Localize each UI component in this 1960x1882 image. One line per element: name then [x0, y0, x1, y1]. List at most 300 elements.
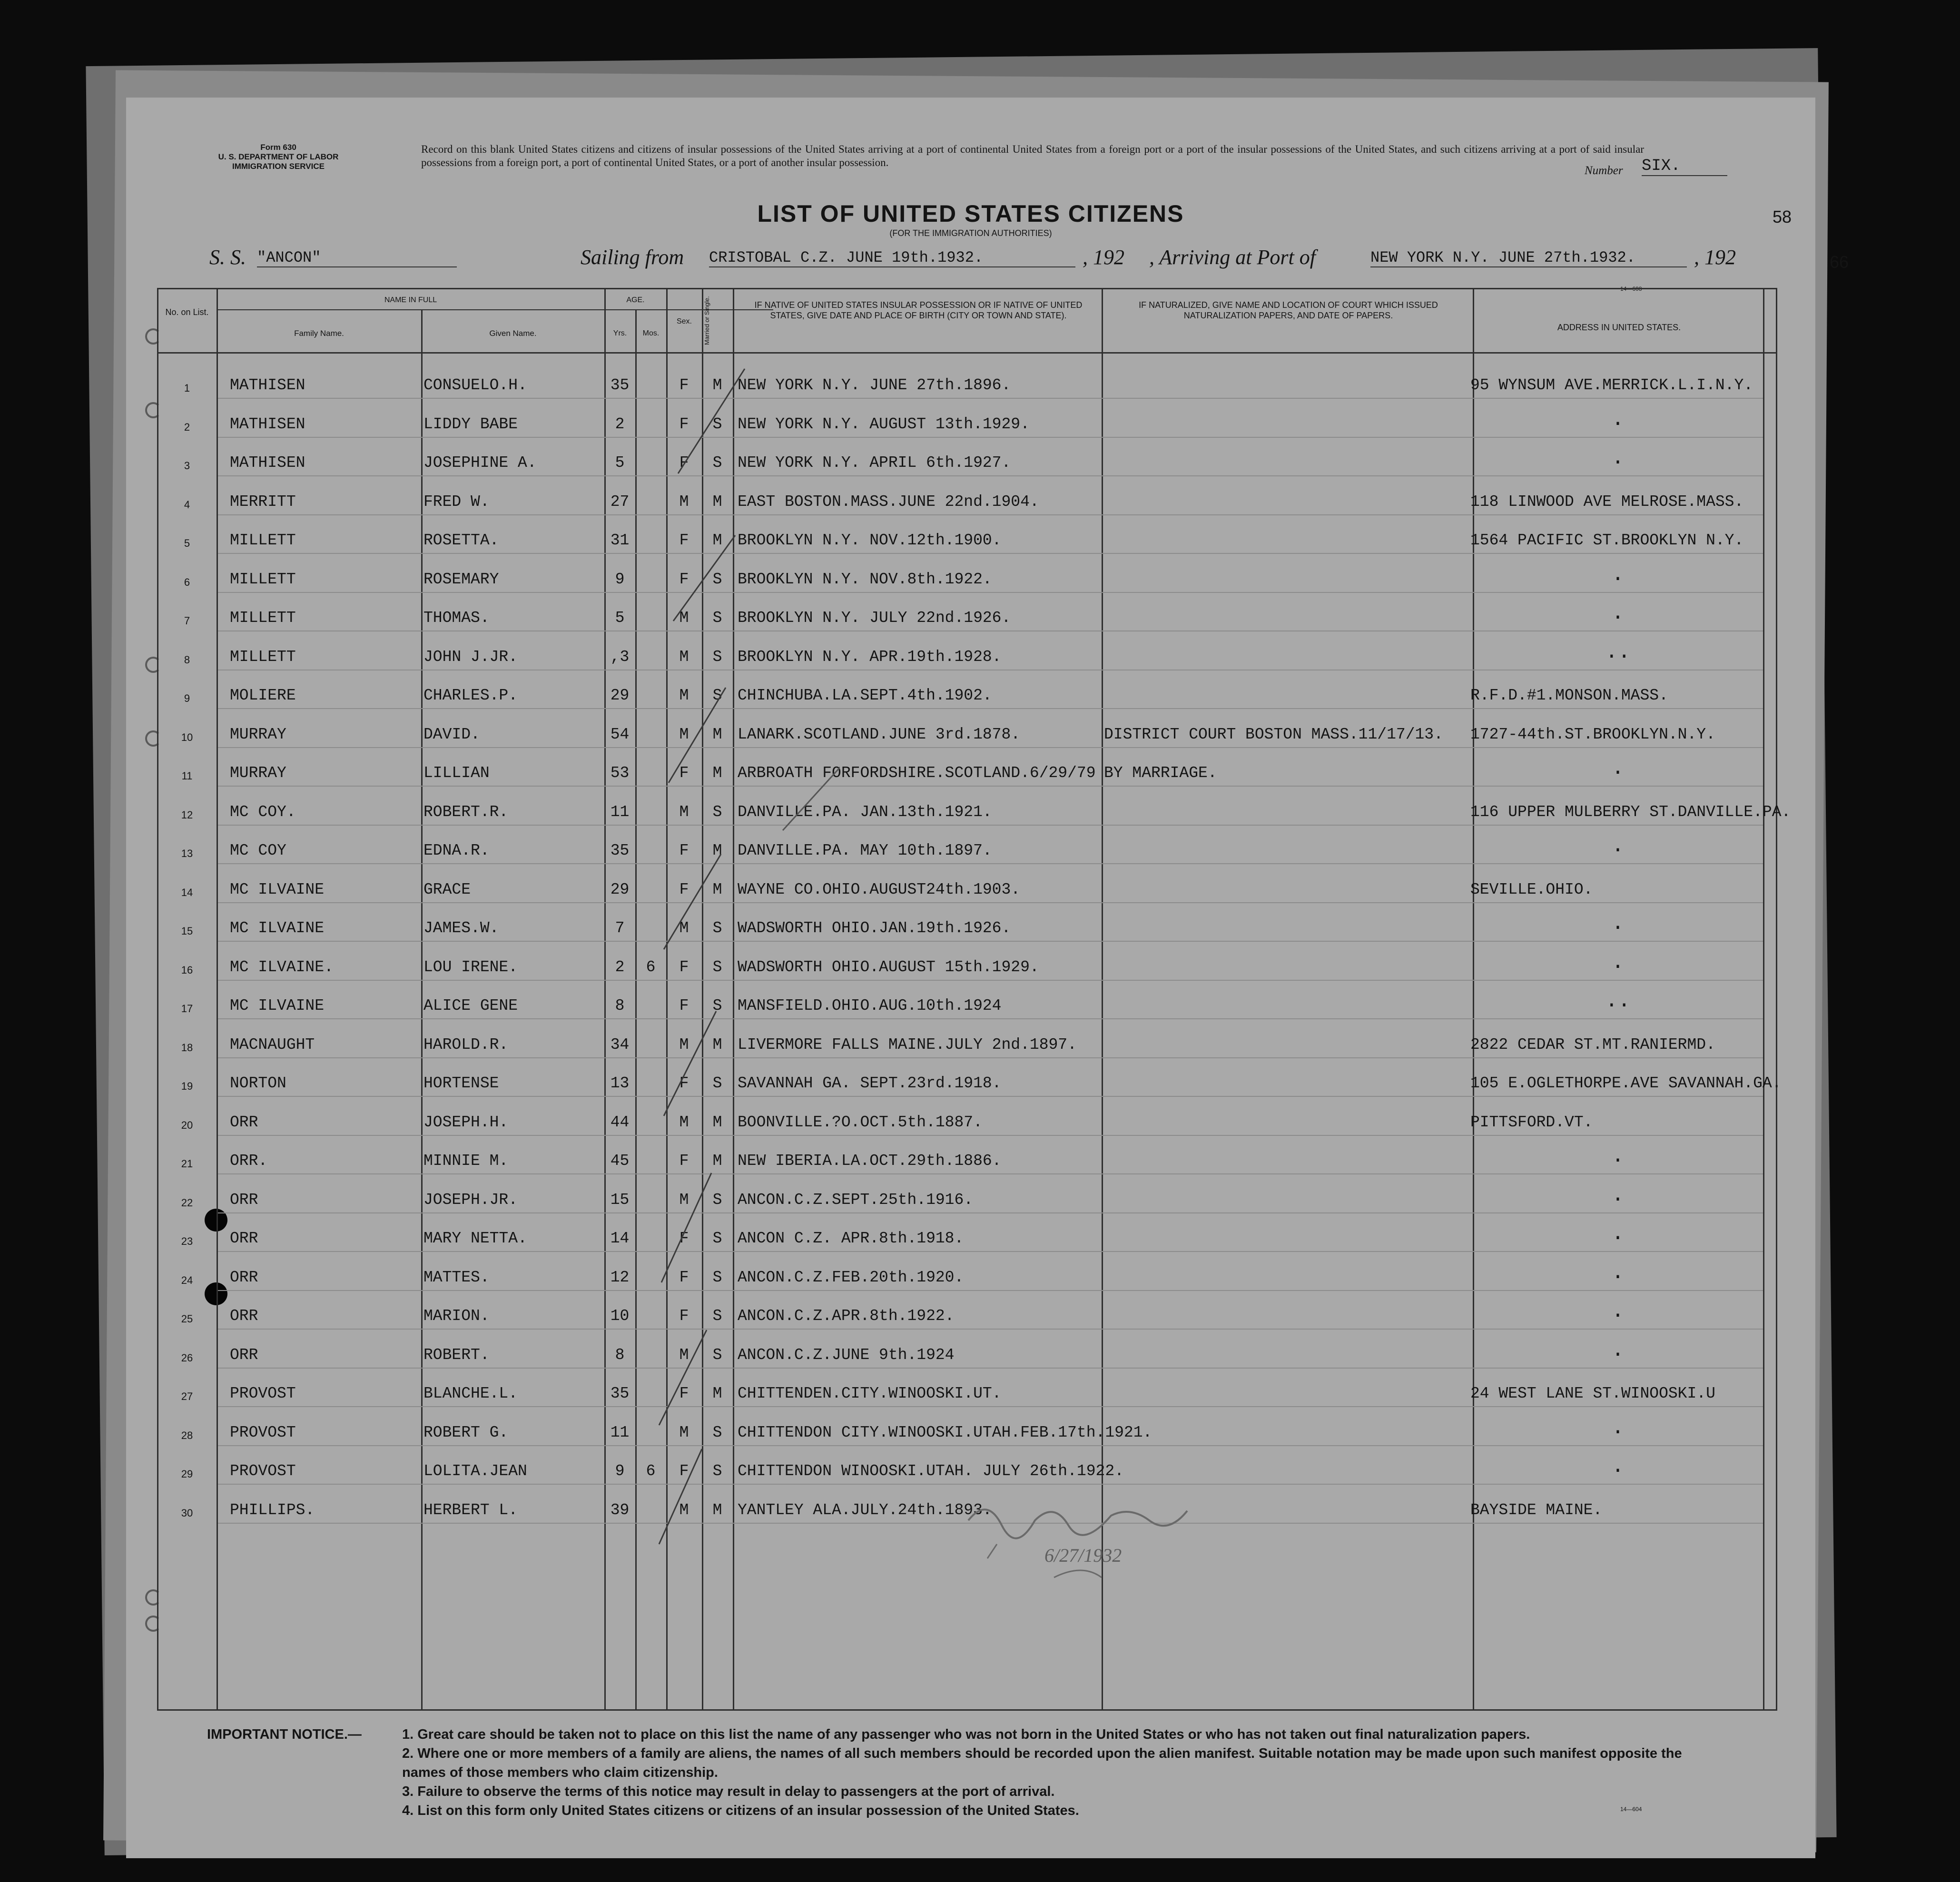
cell-family: MC COY — [230, 842, 286, 859]
cell-birth: DANVILLE.PA. JAN.13th.1921. — [738, 803, 992, 821]
cell-addr: . — [1611, 601, 1625, 625]
cell-given: LOLITA.JEAN — [424, 1462, 527, 1480]
cell-family: ORR — [230, 1346, 258, 1364]
cell-no: 27 — [181, 1390, 193, 1402]
cell-no: 2 — [184, 421, 190, 433]
cell-yrs: 11 — [610, 1423, 630, 1441]
cell-birth: WADSWORTH OHIO.JAN.19th.1926. — [738, 919, 1011, 937]
cell-given: ROBERT G. — [424, 1423, 509, 1441]
cell-yrs: 11 — [610, 803, 630, 821]
cell-no: 24 — [181, 1274, 193, 1286]
cell-ms: S — [712, 958, 722, 976]
cell-given: LOU IRENE. — [424, 958, 518, 976]
cell-yrs: 14 — [610, 1230, 630, 1247]
cell-family: MILLETT — [230, 532, 296, 549]
cell-yrs: 27 — [610, 493, 630, 511]
cell-no: 10 — [181, 731, 193, 743]
cell-family: MATHISEN — [230, 415, 305, 433]
row-rule — [218, 902, 1763, 903]
cell-addr: 24 WEST LANE ST.WINOOSKI.U — [1470, 1385, 1715, 1402]
cell-birth: BROOKLYN N.Y. JULY 22nd.1926. — [738, 609, 1011, 627]
cell-sex: F — [679, 1268, 689, 1286]
cell-mos: 6 — [646, 958, 656, 976]
notice-item-4: 4. List on this form only United States citizens or citizens of an insular possession of the United States. — [402, 1803, 1079, 1818]
cell-sex: M — [679, 493, 689, 511]
cell-yrs: 29 — [610, 687, 630, 704]
cell-addr: PITTSFORD.VT. — [1470, 1113, 1593, 1131]
cell-ms: S — [712, 609, 722, 627]
cell-given: JOSEPHINE A. — [424, 454, 537, 472]
cell-given: BLANCHE.L. — [424, 1385, 518, 1402]
row-rule — [218, 1406, 1763, 1407]
row-rule — [218, 475, 1763, 476]
cell-sex: F — [679, 1230, 689, 1247]
cell-birth: ANCON.C.Z.FEB.20th.1920. — [738, 1268, 964, 1286]
cell-ms: S — [712, 687, 722, 704]
arriving-label: , Arriving at Port of — [1149, 246, 1316, 269]
cell-yrs: 13 — [610, 1074, 630, 1092]
cell-sex: F — [679, 454, 689, 472]
form-number: Form 630 — [260, 143, 296, 152]
header-address: ADDRESS IN UNITED STATES. — [1557, 323, 1681, 332]
cell-addr: 116 UPPER MULBERRY ST.DANVILLE.PA. — [1470, 803, 1791, 821]
ss-label: S. S. — [209, 246, 246, 269]
footer-mark: 14—604 — [1620, 1806, 1642, 1813]
cell-given: ROBERT.R. — [424, 803, 509, 821]
form-title: LIST OF UNITED STATES CITIZENS — [757, 200, 1184, 227]
cell-birth: NEW YORK N.Y. APRIL 6th.1927. — [738, 454, 1011, 472]
row-rule — [218, 1368, 1763, 1369]
cell-ms: S — [712, 803, 722, 821]
cell-no: 8 — [184, 653, 190, 666]
cell-ms: S — [712, 1462, 722, 1480]
cell-family: ORR — [230, 1191, 258, 1209]
cell-sex: M — [679, 919, 689, 937]
cell-yrs: 2 — [615, 415, 625, 433]
cell-family: MILLETT — [230, 609, 296, 627]
cell-yrs: 9 — [615, 1462, 625, 1480]
cell-no: 12 — [181, 808, 193, 821]
cell-sex: F — [679, 764, 689, 782]
cell-no: 14 — [181, 886, 193, 898]
cell-addr: . — [1611, 1222, 1625, 1246]
column-divider — [421, 309, 423, 1711]
cell-birth: NEW YORK N.Y. JUNE 27th.1896. — [738, 376, 1011, 394]
cell-family: MC ILVAINE — [230, 919, 325, 937]
check-mark-strokes — [650, 355, 840, 1639]
cell-addr: . — [1611, 1338, 1625, 1362]
row-rule — [218, 514, 1763, 515]
notice-label: IMPORTANT NOTICE.— — [207, 1727, 362, 1742]
cell-no: 3 — [184, 460, 190, 472]
header-sex: Sex. — [676, 317, 692, 325]
cell-yrs: 5 — [615, 454, 625, 472]
service-name: IMMIGRATION SERVICE — [232, 162, 325, 171]
row-rule — [218, 1484, 1763, 1485]
cell-addr: SEVILLE.OHIO. — [1470, 880, 1593, 898]
cell-no: 28 — [181, 1429, 193, 1441]
cell-mos: 6 — [646, 1462, 656, 1480]
cell-addr: . — [1611, 1261, 1625, 1285]
cell-yrs: 2 — [615, 958, 625, 976]
cell-sex: M — [679, 1423, 689, 1441]
cell-no: 11 — [181, 770, 193, 782]
cell-yrs: 54 — [610, 725, 630, 743]
cell-addr: .. — [1605, 989, 1631, 1013]
sailing-value: CRISTOBAL C.Z. JUNE 19th.1932. — [709, 249, 1075, 267]
cell-ms: M — [712, 1113, 722, 1131]
cell-given: GRACE — [424, 880, 471, 898]
row-rule — [218, 941, 1763, 942]
cell-no: 18 — [181, 1041, 193, 1054]
cell-no: 1 — [184, 382, 190, 394]
cell-given: JOSEPH.JR. — [424, 1191, 518, 1209]
cell-family: MC COY. — [230, 803, 296, 821]
cell-sex: F — [679, 570, 689, 588]
cell-addr: . — [1611, 446, 1625, 470]
cell-family: MURRAY — [230, 725, 286, 743]
form-instructions: Record on this blank United States citizens and citizens of insular possessions of the United States arriving at a port of continental United States from a foreign port or a port of the insular possessions of the United States, and such citizens arriving at a port of said insular possessions from a foreign port, a port of continental United States, or a port of another insular possession. — [421, 143, 1644, 168]
cell-addr: . — [1611, 834, 1625, 858]
cell-sex: F — [679, 1462, 689, 1480]
cell-family: ORR. — [230, 1152, 268, 1170]
cell-family: MC ILVAINE — [230, 997, 325, 1015]
cell-sex: M — [679, 1191, 689, 1209]
cell-family: PROVOST — [230, 1462, 296, 1480]
cell-sex: F — [679, 1152, 689, 1170]
year-suffix-arriving: , 192 — [1694, 246, 1736, 269]
header-bottom-rule — [157, 352, 1777, 354]
cell-given: HAROLD.R. — [424, 1035, 509, 1054]
cell-no: 25 — [181, 1313, 193, 1325]
cell-birth: CHINCHUBA.LA.SEPT.4th.1902. — [738, 687, 992, 704]
cell-family: MERRITT — [230, 493, 296, 511]
cell-given: LIDDY BABE — [424, 415, 518, 433]
cell-addr: 95 WYNSUM AVE.MERRICK.L.I.N.Y. — [1470, 376, 1753, 394]
cell-birth: NEW IBERIA.LA.OCT.29th.1886. — [738, 1152, 1002, 1170]
cell-given: LILLIAN — [424, 764, 490, 782]
header-given-name: Given Name. — [489, 329, 537, 338]
cell-birth: CHITTENDON CITY.WINOOSKI.UTAH.FEB.17th.1921. — [738, 1423, 1152, 1441]
row-rule — [218, 1135, 1763, 1136]
cell-yrs: 7 — [615, 919, 625, 937]
form-agency-block — [193, 143, 364, 171]
notice-item-3: 3. Failure to observe the terms of this notice may result in delay to passengers at the port of arrival. — [402, 1784, 1055, 1799]
arriving-value: NEW YORK N.Y. JUNE 27th.1932. — [1370, 249, 1687, 267]
notice-item-2: 2. Where one or more members of a family are aliens, the names of all such members should be recorded upon the alien manifest. Suitable notation may be made upon such manifest opposite the names of those members who claim citizenship. — [402, 1746, 1682, 1780]
header-married-single: Married or Single. — [703, 296, 710, 345]
row-rule — [218, 398, 1763, 399]
cell-birth: BROOKLYN N.Y. APR.19th.1928. — [738, 648, 1002, 666]
cell-birth: ANCON.C.Z.APR.8th.1922. — [738, 1307, 955, 1325]
cell-given: HERBERT L. — [424, 1501, 518, 1519]
cell-ms: M — [712, 532, 722, 549]
cell-addr: . — [1611, 407, 1625, 432]
cell-sex: M — [679, 687, 689, 704]
page-number: 58 — [1773, 207, 1792, 227]
cell-nat: DISTRICT COURT BOSTON MASS.11/17/13. — [1104, 725, 1443, 743]
cell-yrs: 10 — [610, 1307, 630, 1325]
row-rule — [218, 1290, 1763, 1291]
row-rule — [218, 786, 1763, 787]
name-header-rule — [217, 309, 773, 310]
cell-family: ORR — [230, 1230, 258, 1247]
cell-birth: DANVILLE.PA. MAY 10th.1897. — [738, 842, 992, 859]
cell-ms: S — [712, 454, 722, 472]
row-rule — [218, 747, 1763, 748]
row-rule — [218, 708, 1763, 709]
row-rule — [218, 1018, 1763, 1019]
cell-no: 5 — [184, 537, 190, 549]
cell-family: MATHISEN — [230, 454, 305, 472]
row-rule — [218, 1329, 1763, 1330]
cell-sex: M — [679, 1113, 689, 1131]
cell-ms: M — [712, 1501, 722, 1519]
header-name-in-full: NAME IN FULL — [384, 296, 437, 304]
cell-family: MOLIERE — [230, 687, 296, 704]
cell-addr: . — [1611, 1300, 1625, 1323]
cell-given: DAVID. — [424, 725, 480, 743]
cell-no: 4 — [184, 498, 190, 511]
cell-family: MACNAUGHT — [230, 1035, 315, 1054]
cell-no: 9 — [184, 692, 190, 704]
cell-yrs: 44 — [610, 1113, 630, 1131]
cell-addr: .. — [1605, 640, 1631, 664]
cell-sex: F — [679, 376, 689, 394]
column-divider — [635, 309, 637, 1711]
cell-birth: SAVANNAH GA. SEPT.23rd.1918. — [738, 1074, 1002, 1092]
cell-no: 20 — [181, 1119, 193, 1131]
cell-birth: ANCON C.Z. APR.8th.1918. — [738, 1230, 964, 1247]
cell-ms: M — [712, 376, 722, 394]
cell-family: MILLETT — [230, 648, 296, 666]
cell-yrs: 53 — [610, 764, 630, 782]
cell-yrs: 35 — [610, 842, 630, 859]
cell-given: ROSETTA. — [424, 532, 499, 549]
cell-given: ROBERT. — [424, 1346, 490, 1364]
row-rule — [218, 863, 1763, 864]
cell-ms: S — [712, 1423, 722, 1441]
header-yrs: Yrs. — [613, 329, 627, 337]
cell-given: THOMAS. — [424, 609, 490, 627]
column-divider — [217, 288, 218, 1711]
cell-addr: . — [1611, 562, 1625, 587]
cell-no: 15 — [181, 925, 193, 937]
cell-given: FRED W. — [424, 493, 490, 511]
cell-sex: M — [679, 1346, 689, 1364]
cell-sex: M — [679, 1501, 689, 1519]
ship-name: "ANCON" — [257, 249, 457, 267]
cell-yrs: ,3 — [610, 648, 630, 666]
cell-ms: S — [712, 1074, 722, 1092]
row-rule — [218, 1057, 1763, 1058]
cell-sex: M — [679, 803, 689, 821]
cell-family: PROVOST — [230, 1423, 296, 1441]
cell-no: 16 — [181, 964, 193, 976]
cell-no: 7 — [184, 615, 190, 627]
number-label: Number — [1585, 164, 1623, 177]
year-suffix-sailing: , 192 — [1083, 246, 1124, 269]
cell-addr: . — [1611, 1144, 1625, 1168]
cell-yrs: 12 — [610, 1268, 630, 1286]
cell-addr: . — [1611, 950, 1625, 975]
cell-ms: S — [712, 648, 722, 666]
sailing-label: Sailing from — [581, 246, 684, 269]
cell-no: 23 — [181, 1235, 193, 1247]
cell-ms: S — [712, 1191, 722, 1209]
cell-addr: . — [1611, 1455, 1625, 1478]
cell-given: HORTENSE — [424, 1074, 499, 1092]
cell-nat: BY MARRIAGE. — [1104, 764, 1217, 782]
cell-sex: M — [679, 609, 689, 627]
header-mos: Mos. — [642, 329, 660, 337]
cell-sex: F — [679, 415, 689, 433]
header-no: No. on List. — [165, 307, 209, 317]
row-rule — [218, 1212, 1763, 1213]
cell-addr: R.F.D.#1.MONSON.MASS. — [1470, 687, 1668, 704]
cell-sex: F — [679, 958, 689, 976]
cell-no: 6 — [184, 576, 190, 588]
cell-family: MILLETT — [230, 570, 296, 588]
form-subtitle: (FOR THE IMMIGRATION AUTHORITIES) — [889, 228, 1052, 238]
cell-sex: F — [679, 1074, 689, 1092]
cell-ms: M — [712, 842, 722, 859]
notice-item-1: 1. Great care should be taken not to place on this list the name of any passenger who was not born in the United States or who has not taken out final naturalization papers. — [402, 1727, 1530, 1742]
cell-addr: 1727-44th.ST.BROOKLYN.N.Y. — [1470, 725, 1715, 743]
cell-ms: M — [712, 725, 722, 743]
header-naturalized: IF NATURALIZED, GIVE NAME AND LOCATION OF COURT WHICH ISSUED NATURALIZATION PAPERS, AND DATE OF PAPERS. — [1139, 300, 1438, 320]
cell-sex: F — [679, 1385, 689, 1402]
cell-birth: YANTLEY ALA.JULY.24th.1893. — [738, 1501, 992, 1519]
cell-no: 17 — [181, 1003, 193, 1015]
cell-addr: 118 LINWOOD AVE MELROSE.MASS. — [1470, 493, 1744, 511]
cell-sex: F — [679, 997, 689, 1015]
cell-ms: S — [712, 570, 722, 588]
cell-given: JAMES.W. — [424, 919, 499, 937]
cell-yrs: 8 — [615, 997, 625, 1015]
cell-ms: M — [712, 1385, 722, 1402]
cell-birth: CHITTENDON WINOOSKI.UTAH. JULY 26th.1922. — [738, 1462, 1124, 1480]
cell-sex: M — [679, 725, 689, 743]
cell-birth: BROOKLYN N.Y. NOV.12th.1900. — [738, 532, 1002, 549]
cell-birth: WADSWORTH OHIO.AUGUST 15th.1929. — [738, 958, 1039, 976]
cell-no: 30 — [181, 1507, 193, 1519]
cell-family: MATHISEN — [230, 376, 305, 394]
cell-addr: . — [1611, 1183, 1625, 1207]
cell-family: PROVOST — [230, 1385, 296, 1402]
cell-addr: . — [1611, 912, 1625, 936]
cell-yrs: 35 — [610, 376, 630, 394]
cell-birth: LANARK.SCOTLAND.JUNE 3rd.1878. — [738, 725, 1021, 743]
cell-given: JOSEPH.H. — [424, 1113, 509, 1131]
cell-sex: F — [679, 1307, 689, 1325]
number-value: SIX. — [1642, 157, 1727, 176]
cell-ms: M — [712, 880, 722, 898]
cell-given: MARY NETTA. — [424, 1230, 527, 1247]
cell-given: ROSEMARY — [424, 570, 499, 588]
row-rule — [218, 825, 1763, 826]
cell-yrs: 9 — [615, 570, 625, 588]
cell-given: EDNA.R. — [424, 842, 490, 859]
row-rule — [218, 592, 1763, 593]
cell-birth: BROOKLYN N.Y. NOV.8th.1922. — [738, 570, 992, 588]
cell-addr: . — [1611, 1416, 1625, 1440]
cell-yrs: 8 — [615, 1346, 625, 1364]
printer-mark: 14—608 — [1620, 286, 1642, 292]
row-rule — [218, 1251, 1763, 1252]
cell-family: MC ILVAINE — [230, 880, 325, 898]
cell-sex: F — [679, 880, 689, 898]
cell-no: 21 — [181, 1158, 193, 1170]
cell-birth: NEW YORK N.Y. AUGUST 13th.1929. — [738, 415, 1030, 433]
cell-ms: M — [712, 1152, 722, 1170]
cell-birth: LIVERMORE FALLS MAINE.JULY 2nd.1897. — [738, 1035, 1077, 1054]
cell-family: ORR — [230, 1113, 258, 1131]
cell-family: ORR — [230, 1307, 258, 1325]
cell-birth: EAST BOSTON.MASS.JUNE 22nd.1904. — [738, 493, 1039, 511]
cell-yrs: 35 — [610, 1385, 630, 1402]
row-rule — [218, 553, 1763, 554]
stamp-date: 6/27/1932 — [1044, 1545, 1122, 1566]
row-rule — [218, 437, 1763, 438]
cell-yrs: 31 — [610, 532, 630, 549]
cell-ms: S — [712, 1346, 722, 1364]
cell-given: ALICE GENE — [424, 997, 518, 1015]
cell-sex: M — [679, 648, 689, 666]
cell-no: 26 — [181, 1351, 193, 1364]
cell-given: CONSUELO.H. — [424, 376, 527, 394]
cell-addr: 1564 PACIFIC ST.BROOKLYN N.Y. — [1470, 532, 1744, 549]
cell-birth: CHITTENDEN.CITY.WINOOSKI.UT. — [738, 1385, 1002, 1402]
cell-addr: BAYSIDE MAINE. — [1470, 1501, 1603, 1519]
row-rule — [218, 1173, 1763, 1174]
cell-ms: S — [712, 1230, 722, 1247]
cell-birth: BOONVILLE.?O.OCT.5th.1887. — [738, 1113, 983, 1131]
cell-family: MC ILVAINE. — [230, 958, 334, 976]
cell-family: MURRAY — [230, 764, 286, 782]
department-name: U. S. DEPARTMENT OF LABOR — [218, 152, 339, 161]
cell-addr: . — [1611, 757, 1625, 780]
cell-ms: S — [712, 919, 722, 937]
cell-ms: S — [712, 997, 722, 1015]
cell-no: 13 — [181, 847, 193, 859]
cell-given: MINNIE M. — [424, 1152, 509, 1170]
cell-yrs: 5 — [615, 609, 625, 627]
header-birth: IF NATIVE OF UNITED STATES INSULAR POSSESSION OR IF NATIVE OF UNITED STATES, GIVE DATE AND PLACE OF BIRTH (CITY OR TOWN AND STATE). — [754, 300, 1083, 320]
cell-birth: ANCON.C.Z.SEPT.25th.1916. — [738, 1191, 974, 1209]
cell-given: JOHN J.JR. — [424, 648, 518, 666]
row-rule — [218, 1445, 1763, 1446]
cell-addr: 105 E.OGLETHORPE.AVE SAVANNAH.GA. — [1470, 1074, 1782, 1092]
cell-ms: M — [712, 764, 722, 782]
cell-birth: ANCON.C.Z.JUNE 9th.1924 — [738, 1346, 955, 1364]
side-number: 66 — [1830, 252, 1849, 272]
cell-addr: 2822 CEDAR ST.MT.RANIERMD. — [1470, 1035, 1715, 1054]
cell-ms: S — [712, 1268, 722, 1286]
row-rule — [218, 1096, 1763, 1097]
cell-yrs: 15 — [610, 1191, 630, 1209]
cell-yrs: 45 — [610, 1152, 630, 1170]
cell-given: CHARLES.P. — [424, 687, 518, 704]
cell-birth: ARBROATH FORFORDSHIRE.SCOTLAND.6/29/79 — [738, 764, 1096, 782]
cell-ms: M — [712, 493, 722, 511]
cell-given: MATTES. — [424, 1268, 490, 1286]
cell-family: NORTON — [230, 1074, 286, 1092]
cell-ms: M — [712, 1035, 722, 1054]
row-rule — [218, 980, 1763, 981]
header-age: AGE. — [626, 296, 645, 304]
cell-birth: MANSFIELD.OHIO.AUG.10th.1924 — [738, 997, 1002, 1015]
